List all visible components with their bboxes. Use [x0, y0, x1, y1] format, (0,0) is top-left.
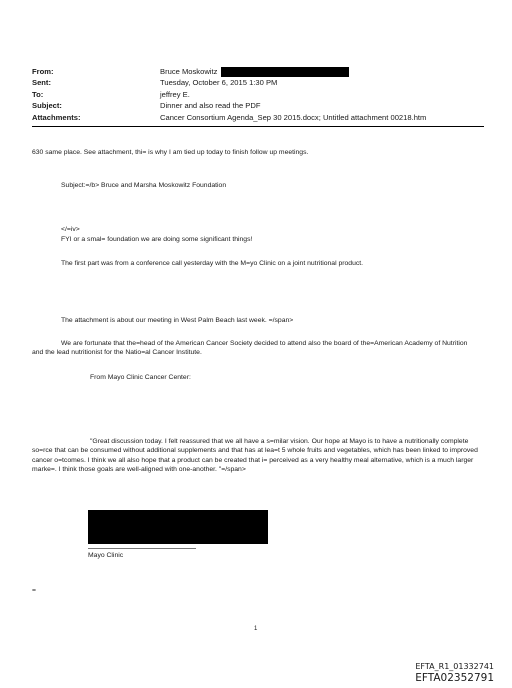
page-number: 1	[254, 626, 258, 632]
body-line-6: The attachment is about our meeting in West Palm Beach last week. =/span>	[61, 317, 294, 324]
from-value: Bruce Moskowitz	[160, 67, 218, 76]
redaction-bar	[221, 67, 349, 77]
subject-label: Subject:	[32, 101, 62, 111]
sent-row	[32, 77, 426, 88]
footer-code-2: EFTA02352791	[415, 672, 494, 684]
header-divider	[32, 126, 484, 127]
sent-value: Tuesday, October 6, 2015 1:30 PM	[160, 78, 278, 88]
body-line-4: FYI or a smal= foundation we are doing some significant things!	[61, 236, 253, 243]
subject-value: Dinner and also read the PDF	[160, 101, 261, 111]
body-line-3: </=iv>	[61, 226, 80, 233]
email-header	[32, 66, 426, 123]
body-paragraph-1: We are fortunate that the=head of the American Cancer Society decided to attend also the board of the=American Academy of Nutrition and the lead nutritionist for the Natio=al Cancer Institute.	[32, 340, 468, 357]
attachments-value: Cancer Consortium Agenda_Sep 30 2015.docx; Untitled attachment 00218.htm	[160, 112, 427, 122]
body-line-7: From Mayo Clinic Cancer Center:	[90, 374, 191, 381]
subject-row	[32, 100, 426, 111]
quote-paragraph: "Great discussion today. I felt reassured that we all have a s=milar vision. Our hope at Mayo is to have a nutritionally complete so=rce that can be consumed without additional supplements and that has at lea=t 5 whole fruits and vegetables, which has been linked to improved cancer o=tcomes. I think we all also hope that a product can be created that i= perceived as a very healthy meal alternative, which is a much larger marke=. I think those goals are well-aligned with one-another. "=/span>	[32, 438, 478, 474]
to-label: To:	[32, 89, 44, 99]
body-line-1: 630 same place. See attachment, thi= is why I am tied up today to finish follow up meetings.	[32, 149, 309, 156]
sent-label: Sent:	[32, 78, 51, 88]
body-line-5: The first part was from a conference call yesterday with the M=yo Clinic on a joint nutritional product.	[61, 260, 364, 267]
from-label: From:	[32, 67, 54, 76]
signature-line	[88, 548, 196, 549]
stray-character: =	[32, 587, 36, 594]
footer-code-1: EFTA_R1_01332741	[415, 662, 494, 671]
to-row	[32, 89, 426, 100]
body-line-2: Subject:=/b> Bruce and Marsha Moskowitz Foundation	[61, 182, 227, 189]
attachments-label: Attachments:	[32, 112, 81, 122]
from-row	[32, 66, 426, 77]
to-value: jeffrey E.	[160, 89, 190, 99]
attachments-row	[32, 112, 426, 123]
redaction-block	[88, 510, 268, 544]
signature-text: Mayo Clinic	[88, 552, 124, 559]
